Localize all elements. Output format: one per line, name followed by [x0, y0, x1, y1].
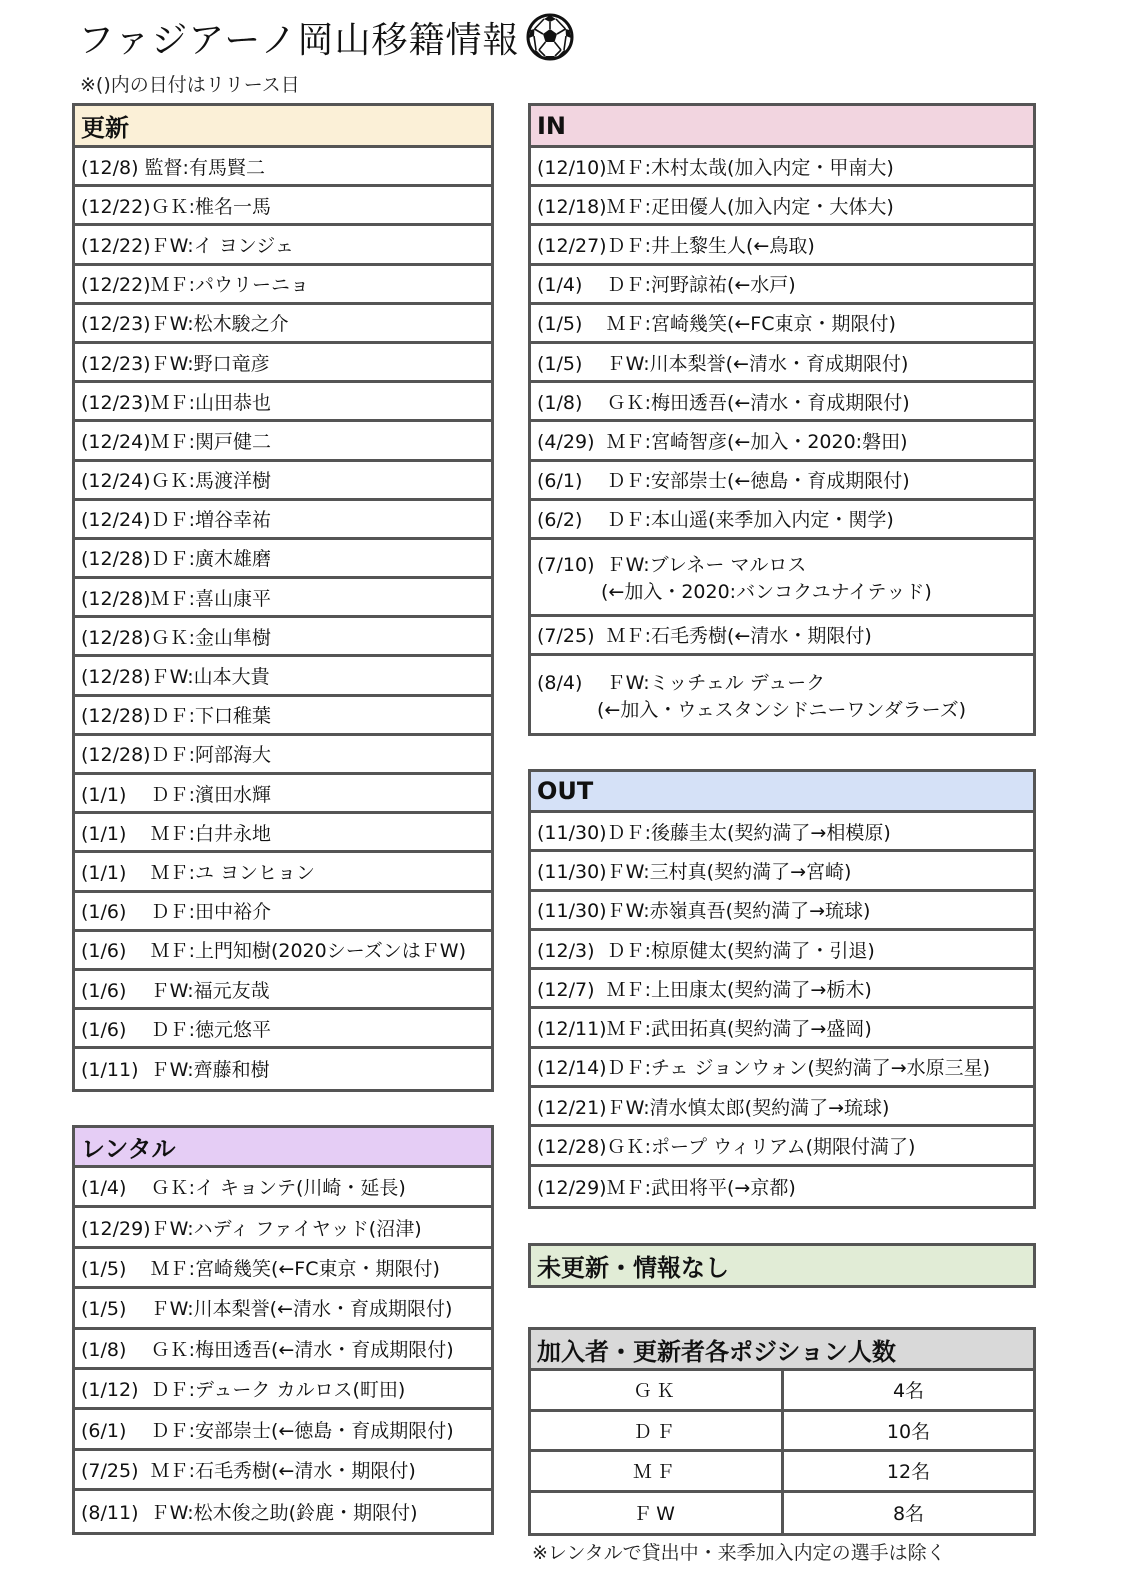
release-date: (12/22) — [81, 234, 151, 257]
update-header: 更新 — [75, 106, 491, 148]
in-panel — [528, 103, 1036, 736]
position-count: 10名 — [886, 1420, 931, 1443]
transfer-row — [75, 187, 491, 226]
transfer-row — [531, 540, 1033, 617]
player-info: 監督:有馬賢二 — [138, 156, 265, 179]
position-label: ＦW — [531, 1493, 784, 1534]
transfer-row — [531, 1127, 1033, 1166]
position-label: ＭＦ — [531, 1452, 784, 1490]
transfer-row-line — [81, 1335, 454, 1362]
release-date: (1/8) — [81, 1338, 127, 1361]
release-date: (1/6) — [81, 940, 127, 963]
transfer-row-line — [537, 936, 875, 963]
transfer-row-line — [81, 936, 466, 963]
in-list — [531, 148, 1033, 733]
player-info: ＦW:ミッチェル デューク — [582, 671, 826, 694]
transfer-row — [531, 970, 1033, 1009]
release-date: (1/5) — [537, 313, 583, 336]
transfer-row — [531, 344, 1033, 383]
transfer-row — [75, 383, 491, 422]
player-info: ＭＦ:上門知樹(2020シーズンはＦW) — [126, 940, 466, 963]
release-date: (1/6) — [81, 901, 127, 924]
transfer-row-line — [537, 505, 894, 532]
transfer-row-line — [81, 897, 271, 924]
release-date: (12/28) — [81, 587, 151, 610]
transfer-row — [531, 1167, 1033, 1206]
release-date: (7/25) — [537, 625, 595, 648]
transfer-row — [75, 893, 491, 932]
transfer-row-line — [81, 1294, 452, 1321]
transfer-row-line — [81, 388, 271, 415]
player-info: ＦW:松木俊之助(鈴鹿・期限付) — [138, 1501, 418, 1524]
transfer-row — [75, 657, 491, 696]
transfer-row-line — [81, 740, 271, 767]
transfer-row-line — [537, 1173, 796, 1200]
release-date: (1/4) — [537, 274, 583, 297]
release-date: (12/29) — [81, 1217, 151, 1240]
player-info: ＦW:清水慎太郎(契約満了→琉球) — [606, 1096, 890, 1119]
player-info: ＧＫ:馬渡洋樹 — [150, 470, 271, 493]
player-info: ＭＦ:宮崎智彦(←加入・2020:磐田) — [594, 430, 908, 453]
transfer-row-line — [537, 975, 872, 1002]
position-label: ＧＫ — [531, 1371, 784, 1409]
transfer-row-line — [537, 388, 910, 415]
player-info: ＤＦ:後藤圭太(契約満了→相模原) — [606, 821, 891, 844]
transfer-row — [531, 656, 1033, 733]
player-info: ＭＦ:ユ ヨンヒョン — [126, 861, 316, 884]
transfer-row-line — [81, 858, 315, 885]
transfer-row-line — [81, 505, 271, 532]
release-date: (12/24) — [81, 430, 151, 453]
transfer-row-line — [537, 1093, 889, 1120]
player-info: ＤＦ:下口稚葉 — [150, 705, 271, 728]
release-date: (12/28) — [81, 548, 151, 571]
player-info: ＤＦ:デューク カルロス(町田) — [138, 1379, 406, 1402]
release-date: (12/23) — [81, 352, 151, 375]
release-date: (12/28) — [537, 1136, 607, 1159]
transfer-row-line — [81, 309, 289, 336]
transfer-row-line — [537, 466, 910, 493]
release-date: (12/22) — [81, 274, 151, 297]
transfer-row-line — [81, 466, 271, 493]
release-date: (1/5) — [537, 352, 583, 375]
transfer-row-line — [537, 1053, 990, 1080]
transfer-row-line — [81, 662, 270, 689]
player-info: ＤＦ:廣木雄磨 — [150, 548, 271, 571]
player-info: ＦW:野口竜彦 — [150, 352, 270, 375]
player-info: ＦW:松木駿之介 — [150, 313, 289, 336]
player-info: ＦW:イ ヨンジェ — [150, 234, 294, 257]
transfer-row — [75, 1010, 491, 1049]
rental-header: レンタル — [75, 1128, 491, 1168]
transfer-row — [75, 697, 491, 736]
release-date: (6/1) — [537, 470, 583, 493]
player-info: ＦW:三村真(契約満了→宮崎) — [606, 860, 852, 883]
transfer-row — [75, 618, 491, 657]
transfer-row — [531, 1049, 1033, 1088]
player-info: ＤＦ:河野諒祐(←水戸) — [582, 274, 796, 297]
player-info: ＤＦ:安部崇士(←徳島・育成期限付) — [126, 1419, 454, 1442]
player-info: ＭＦ:関戸健二 — [150, 430, 271, 453]
out-header: OUT — [531, 772, 1033, 813]
transfer-row — [75, 853, 491, 892]
release-date: (12/22) — [81, 195, 151, 218]
transfer-row-line — [81, 1214, 422, 1241]
transfer-row — [75, 305, 491, 344]
release-date: (6/1) — [81, 1419, 127, 1442]
transfer-row — [75, 344, 491, 383]
transfer-row-line — [537, 818, 891, 845]
transfer-row-line — [537, 427, 907, 454]
release-date: (12/3) — [537, 939, 595, 962]
player-info: ＭＦ:上田康太(契約満了→栃木) — [594, 978, 872, 1001]
player-info: ＦW:齊藤和樹 — [138, 1059, 270, 1082]
player-info: ＦW:福元友哉 — [126, 979, 270, 1002]
transfer-row — [75, 1410, 491, 1450]
release-date: (11/30) — [537, 900, 607, 923]
rental-list — [75, 1168, 491, 1532]
transfer-row — [75, 462, 491, 501]
transfer-row-line — [81, 976, 270, 1003]
transfer-row — [75, 1451, 491, 1491]
transfer-row — [75, 971, 491, 1010]
transfer-row — [531, 501, 1033, 540]
position-count-row — [531, 1412, 1033, 1453]
position-label: ＤＦ — [531, 1412, 784, 1450]
transfer-row-line — [537, 192, 894, 219]
transfer-row — [531, 462, 1033, 501]
release-date: (12/23) — [81, 391, 151, 414]
transfer-row-line — [81, 1015, 271, 1042]
release-date: (1/4) — [81, 1177, 127, 1200]
transfer-row — [75, 1049, 491, 1088]
transfer-row — [75, 148, 491, 187]
player-info: ＭＦ:喜山康平 — [150, 587, 271, 610]
release-date: (12/28) — [81, 705, 151, 728]
update-panel — [72, 103, 494, 1092]
release-date: (12/29) — [537, 1176, 607, 1199]
transfer-row-line — [537, 857, 851, 884]
no-update-header: 未更新・情報なし — [531, 1246, 1033, 1285]
transfer-row-line — [81, 1416, 454, 1443]
transfer-row-line — [81, 584, 271, 611]
release-date: (1/1) — [81, 783, 127, 806]
transfer-row — [531, 226, 1033, 265]
transfer-row — [531, 148, 1033, 187]
transfer-row — [75, 1249, 491, 1289]
transfer-row-line — [537, 349, 908, 376]
player-info: ＭＦ:山田恭也 — [150, 391, 271, 414]
release-date: (12/8) — [81, 156, 139, 179]
player-info: ＭＦ:石毛秀樹(←清水・期限付) — [594, 625, 872, 648]
player-info: ＦW:ハディ ファイヤッド(沼津) — [150, 1217, 422, 1240]
transfer-row-line — [81, 427, 271, 454]
player-info: ＧＫ:梅田透吾(←清水・育成期限付) — [126, 1338, 454, 1361]
transfer-row-line — [537, 621, 872, 648]
player-info: ＤＦ:徳元悠平 — [126, 1018, 271, 1041]
transfer-row-line — [81, 701, 271, 728]
position-count: 8名 — [892, 1503, 925, 1526]
position-count-row — [531, 1493, 1033, 1534]
player-info: ＦW:山本大貴 — [150, 666, 270, 689]
transfer-row-line — [81, 1173, 406, 1200]
transfer-row — [75, 1370, 491, 1410]
transfer-row — [75, 814, 491, 853]
release-date: (12/24) — [81, 509, 151, 532]
release-date: (11/30) — [537, 860, 607, 883]
transfer-row — [531, 422, 1033, 461]
transfer-row — [75, 1491, 491, 1531]
transfer-row-line — [537, 550, 806, 577]
release-date-note: ※()内の日付はリリース日 — [80, 74, 300, 96]
transfer-row — [75, 422, 491, 461]
player-info: ＤＦ:阿部海大 — [150, 744, 271, 767]
transfer-row-line — [81, 231, 294, 258]
transfer-row-line — [537, 1014, 872, 1041]
release-date: (7/25) — [81, 1459, 139, 1482]
position-count-row — [531, 1452, 1033, 1493]
release-date: (1/6) — [81, 1018, 127, 1041]
transfer-row — [75, 932, 491, 971]
player-info-detail: (←加入・2020:バンコクユナイテッド) — [601, 580, 932, 603]
release-date: (1/1) — [81, 861, 127, 884]
position-count: 12名 — [886, 1461, 931, 1484]
release-date: (12/10) — [537, 156, 607, 179]
player-info: ＤＦ:本山遥(来季加入内定・関学) — [582, 509, 894, 532]
player-info: ＭＦ:宮崎幾笑(←FC東京・期限付) — [582, 313, 896, 336]
player-info: ＤＦ:井上黎生人(←鳥取) — [606, 234, 815, 257]
transfer-row — [75, 1330, 491, 1370]
player-info: ＤＦ:安部崇士(←徳島・育成期限付) — [582, 470, 910, 493]
transfer-row-line — [81, 270, 309, 297]
transfer-row-line — [81, 1498, 417, 1525]
release-date: (1/6) — [81, 979, 127, 1002]
release-date: (12/24) — [81, 470, 151, 493]
position-count: 4名 — [892, 1380, 925, 1403]
transfer-row-line — [81, 192, 271, 219]
transfer-row — [75, 501, 491, 540]
out-list — [531, 813, 1033, 1206]
player-info: ＤＦ:チェ ジョンウォン(契約満了→水原三星) — [606, 1057, 991, 1080]
player-info: ＦW:川本梨誉(←清水・育成期限付) — [126, 1298, 453, 1321]
transfer-row-line — [81, 153, 265, 180]
release-date: (1/11) — [81, 1059, 139, 1082]
transfer-row-line — [81, 623, 271, 650]
release-date: (12/23) — [81, 313, 151, 336]
transfer-row — [531, 1088, 1033, 1127]
transfer-row-line — [537, 231, 815, 258]
release-date: (12/27) — [537, 234, 607, 257]
transfer-row-line — [81, 544, 271, 571]
transfer-row-line — [537, 153, 894, 180]
transfer-row-line — [81, 1055, 270, 1082]
in-header: IN — [531, 106, 1033, 148]
player-info: ＧＫ:ポープ ウィリアム(期限付満了) — [606, 1136, 916, 1159]
release-date: (1/5) — [81, 1257, 127, 1280]
player-info: ＧＫ:金山隼樹 — [150, 626, 271, 649]
transfer-row — [75, 775, 491, 814]
transfer-row-line — [537, 309, 896, 336]
player-info: ＦW:赤嶺真吾(契約満了→琉球) — [606, 900, 871, 923]
release-date: (4/29) — [537, 430, 595, 453]
release-date: (6/2) — [537, 509, 583, 532]
player-info: ＭＦ:パウリーニョ — [150, 274, 309, 297]
transfer-row — [531, 187, 1033, 226]
position-count-panel — [528, 1327, 1036, 1536]
position-count-row — [531, 1371, 1033, 1412]
rental-panel — [72, 1125, 494, 1535]
update-list — [75, 148, 491, 1089]
transfer-row — [75, 1168, 491, 1208]
player-info-detail: (←加入・ウェスタンシドニーワンダラーズ) — [597, 698, 967, 721]
release-date: (12/14) — [537, 1057, 607, 1080]
release-date: (12/28) — [81, 666, 151, 689]
player-info: ＭＦ:武田拓真(契約満了→盛岡) — [606, 1018, 872, 1041]
position-count-footnote: ※レンタルで貸出中・来季加入内定の選手は除く — [532, 1542, 946, 1564]
player-info: ＭＦ:白井永地 — [126, 822, 271, 845]
transfer-row — [531, 383, 1033, 422]
player-info: ＧＫ:椎名一馬 — [150, 195, 271, 218]
player-info: ＤＦ:濱田水輝 — [126, 783, 271, 806]
release-date: (12/28) — [81, 744, 151, 767]
release-date: (12/18) — [537, 195, 607, 218]
transfer-row — [531, 892, 1033, 931]
release-date: (1/5) — [81, 1298, 127, 1321]
player-info: ＭＦ:木村太哉(加入内定・甲南大) — [606, 156, 894, 179]
transfer-row-line — [81, 1254, 440, 1281]
release-date: (12/28) — [81, 626, 151, 649]
soccer-ball-icon — [525, 12, 575, 62]
release-date: (11/30) — [537, 821, 607, 844]
player-info: ＤＦ:椋原健太(契約満了・引退) — [594, 939, 875, 962]
release-date: (7/10) — [537, 553, 595, 576]
player-info: ＤＦ:増谷幸祐 — [150, 509, 271, 532]
player-info: ＭＦ:石毛秀樹(←清水・期限付) — [138, 1459, 416, 1482]
release-date: (12/11) — [537, 1018, 607, 1041]
transfer-row-line — [537, 668, 825, 695]
page-title — [78, 12, 575, 62]
transfer-row — [531, 852, 1033, 891]
no-update-panel — [528, 1243, 1036, 1288]
release-date: (8/4) — [537, 671, 583, 694]
out-panel — [528, 769, 1036, 1209]
position-count-table — [531, 1371, 1033, 1533]
transfer-row — [531, 266, 1033, 305]
transfer-row-line — [537, 896, 870, 923]
release-date: (8/11) — [81, 1501, 139, 1524]
transfer-row-line — [81, 1375, 405, 1402]
release-date: (1/8) — [537, 391, 583, 414]
transfer-row — [75, 736, 491, 775]
player-info: ＭＦ:宮崎幾笑(←FC東京・期限付) — [126, 1257, 440, 1280]
transfer-row — [75, 579, 491, 618]
transfer-row-line — [81, 1456, 416, 1483]
player-info: ＦW:川本梨誉(←清水・育成期限付) — [582, 352, 909, 375]
transfer-row — [75, 226, 491, 265]
player-info: ＤＦ:田中裕介 — [126, 901, 271, 924]
transfer-row-line — [81, 349, 270, 376]
transfer-row-line — [537, 1132, 915, 1159]
release-date: (12/7) — [537, 978, 595, 1001]
release-date: (1/1) — [81, 822, 127, 845]
player-info: ＧＫ:イ キョンテ(川崎・延長) — [126, 1177, 406, 1200]
position-count-header: 加入者・更新者各ポジション人数 — [531, 1330, 1033, 1371]
player-info: ＧＫ:梅田透吾(←清水・育成期限付) — [582, 391, 910, 414]
page-title-text: ファジアーノ岡山移籍情報 — [78, 19, 520, 61]
transfer-row — [531, 305, 1033, 344]
transfer-row — [75, 1208, 491, 1248]
player-info: ＭＦ:疋田優人(加入内定・大体大) — [606, 195, 894, 218]
player-info: ＭＦ:武田将平(→京都) — [606, 1176, 796, 1199]
transfer-row-line — [537, 270, 796, 297]
transfer-row — [531, 931, 1033, 970]
release-date: (1/12) — [81, 1379, 139, 1402]
transfer-row — [531, 617, 1033, 656]
release-date: (12/21) — [537, 1096, 607, 1119]
transfer-row-line — [81, 780, 271, 807]
transfer-row — [75, 1289, 491, 1329]
transfer-row — [75, 266, 491, 305]
transfer-row — [531, 1009, 1033, 1048]
transfer-row — [75, 540, 491, 579]
transfer-row-line — [81, 819, 271, 846]
player-info: ＦW:ブレネー マルロス — [594, 553, 807, 576]
transfer-row — [531, 813, 1033, 852]
